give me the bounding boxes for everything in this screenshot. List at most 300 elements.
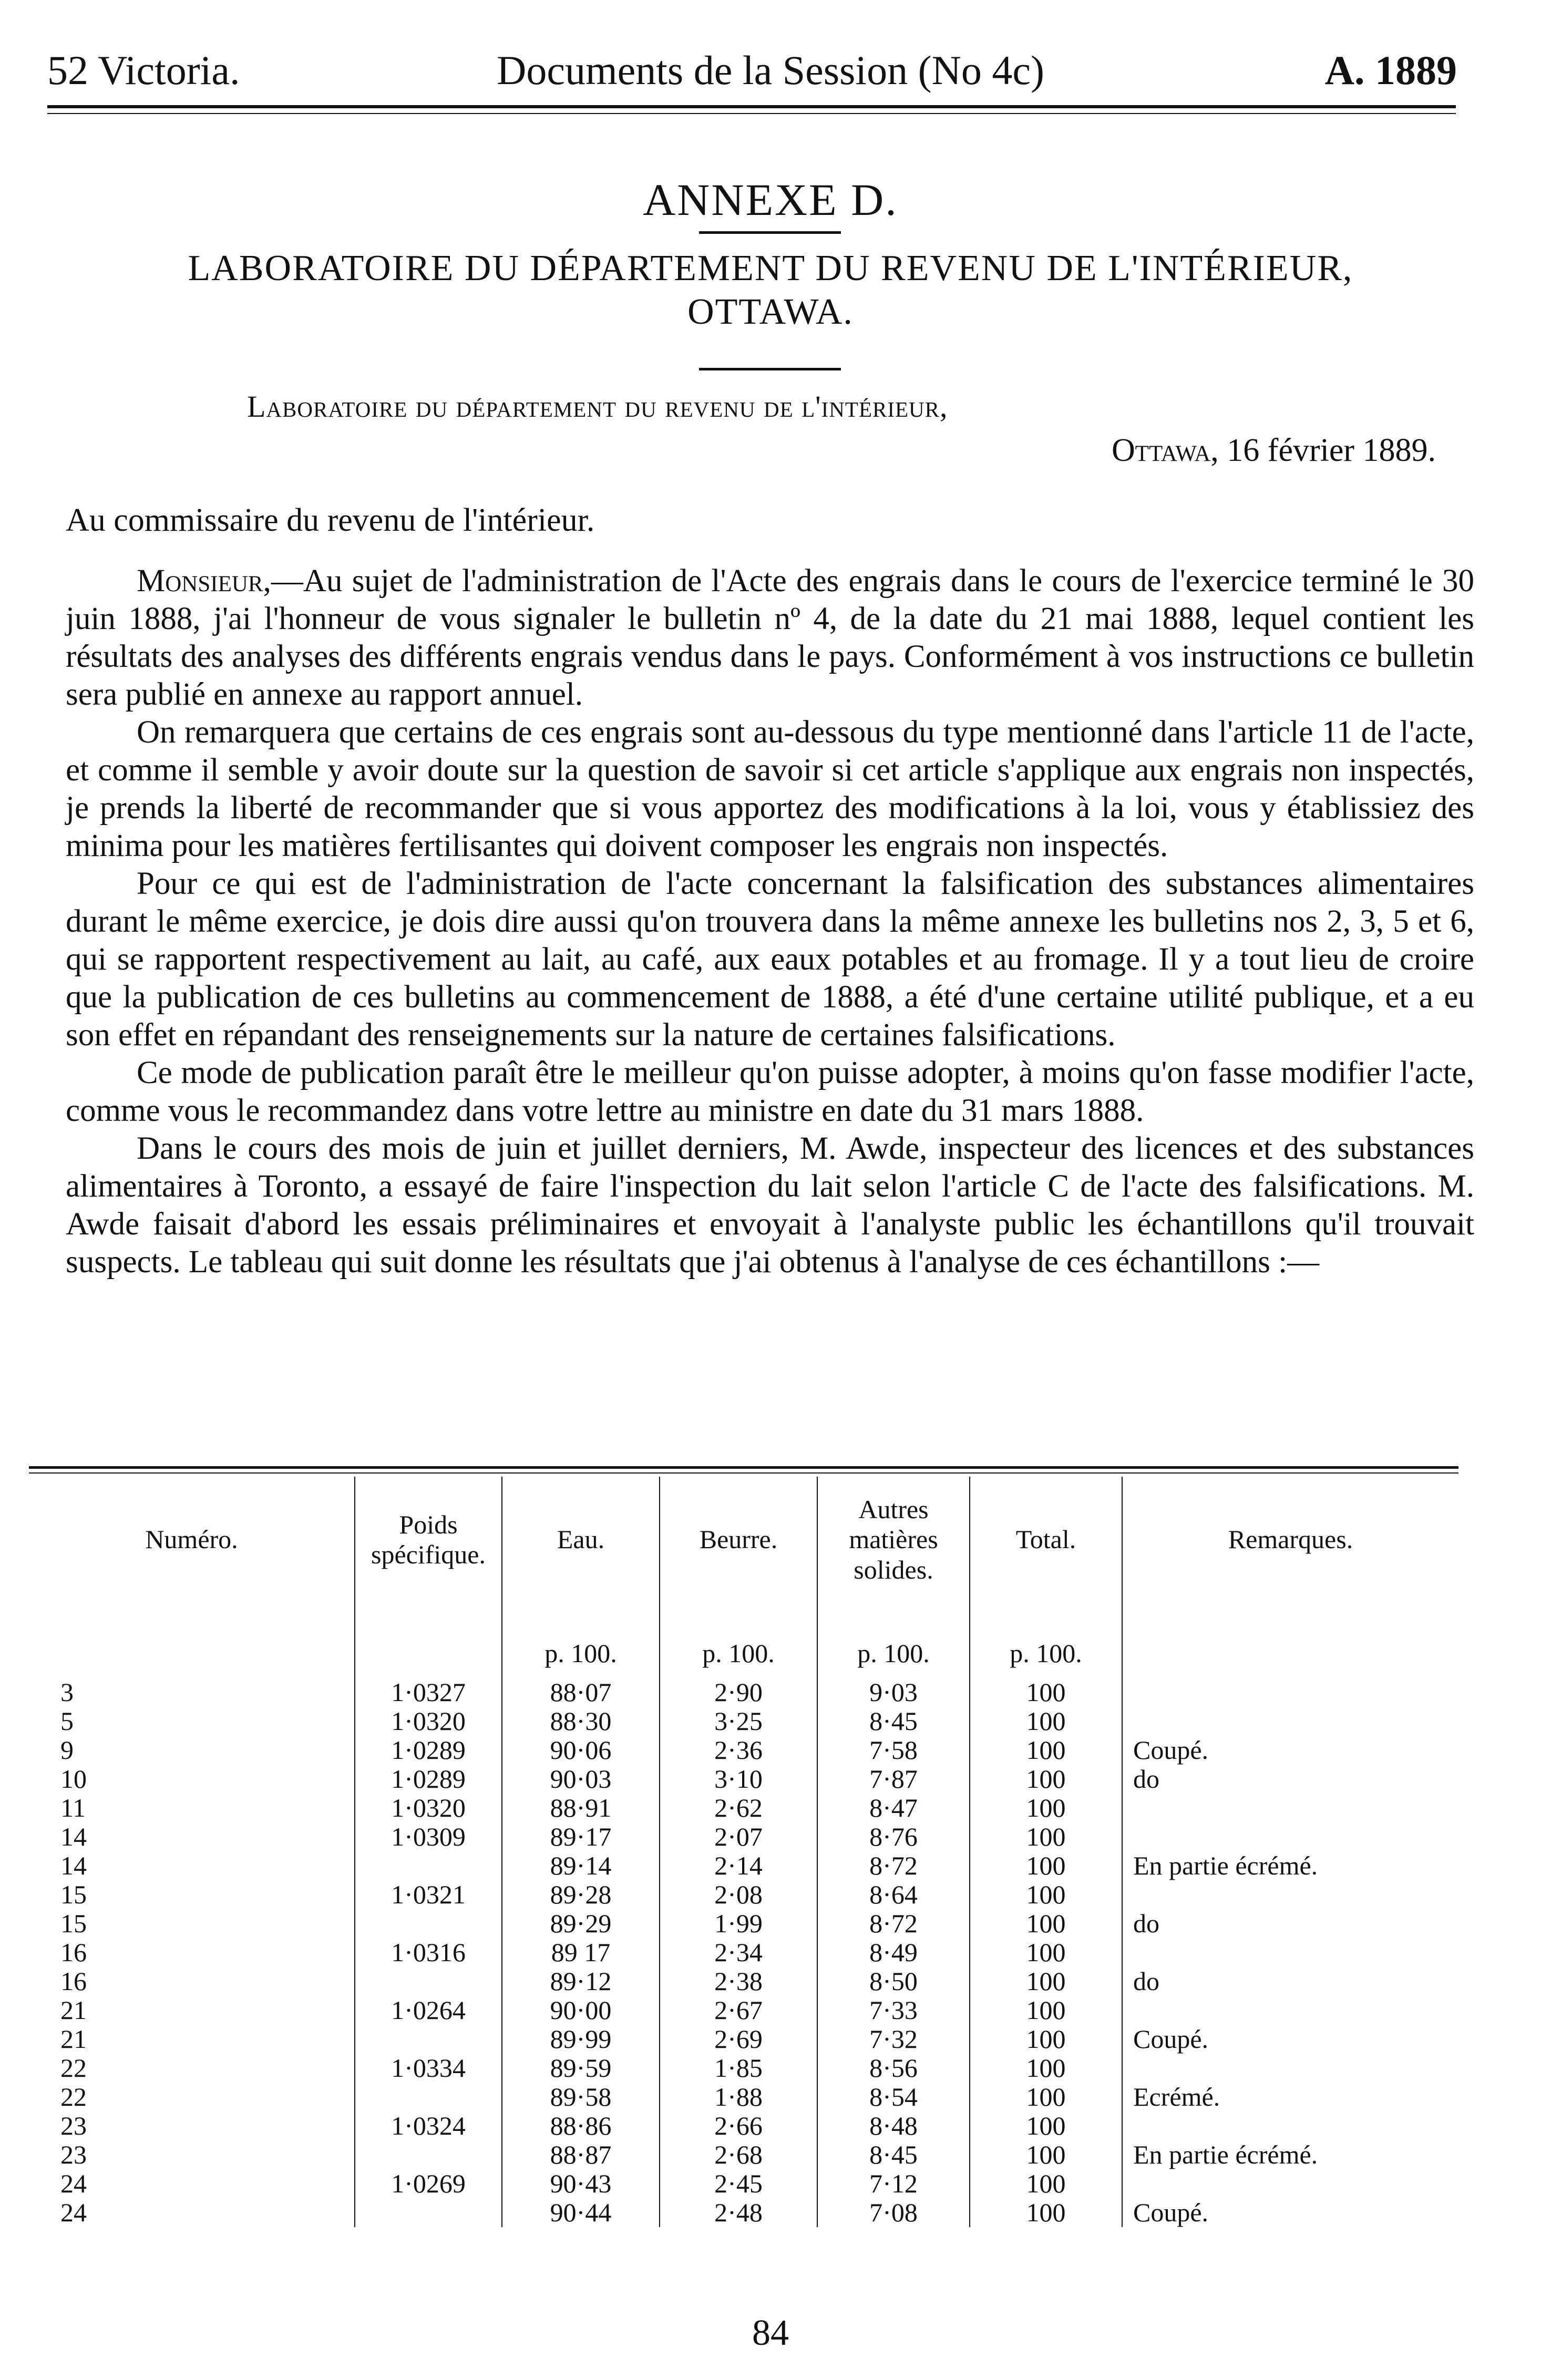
unit-eau: p. 100. [502, 1603, 660, 1678]
cell-autres-text: 7·87 [869, 1764, 918, 1794]
cell-beurre [660, 1880, 817, 1909]
cell-total-text: 100 [1026, 2169, 1066, 2198]
cell-numero-text: 15 [60, 1880, 87, 1909]
cell-autres-text: 8·54 [869, 2082, 918, 2111]
cell-remarques-text: Coupé. [1133, 1735, 1209, 1765]
cell-total-text: 100 [1026, 1793, 1066, 1822]
cell-numero [29, 2140, 355, 2169]
cell-eau [502, 2111, 660, 2140]
cell-autres [817, 1678, 970, 1707]
running-header-center: Documents de la Session (No 4c) [497, 47, 1044, 93]
cell-beurre-text: 2·36 [714, 1735, 763, 1765]
cell-total-text: 100 [1026, 2053, 1066, 2083]
cell-poids [355, 1678, 502, 1707]
table-row [29, 1938, 1458, 1967]
table-body [29, 1678, 1458, 2227]
cell-beurre-text: 2·38 [714, 1966, 763, 1996]
cell-poids [355, 2198, 502, 2227]
cell-numero [29, 1822, 355, 1851]
cell-poids-text: 1·0264 [391, 1995, 466, 2025]
cell-total [970, 2025, 1122, 2054]
cell-numero-text: 22 [60, 2053, 87, 2083]
cell-eau [502, 2169, 660, 2198]
cell-remarques-text: En partie écrémé. [1133, 2140, 1318, 2169]
table-row [29, 2083, 1458, 2111]
paragraph-text: —Au sujet de l'administration de l'Acte des engrais dans le cours de l'exercice terminé le 30 juin 1888, j'ai l'honneur de vous signaler le bulletin nº 4, de la date du 21 mai 1888, lequel contient les résultats des analyses des différents engrais vendus dans le pays. Conformément à vos instructions ce bulletin sera publié en annexe au rapport annuel. [66, 563, 1474, 712]
cell-numero [29, 2083, 355, 2111]
cell-remarques-text: do [1133, 1764, 1159, 1794]
cell-beurre [660, 2111, 817, 2140]
cell-numero [29, 1996, 355, 2025]
cell-eau-text: 88·07 [550, 1677, 612, 1707]
cell-poids-text: 1·0320 [391, 1706, 466, 1736]
cell-beurre-text: 3·10 [714, 1764, 763, 1794]
cell-numero [29, 1707, 355, 1736]
cell-beurre [660, 2198, 817, 2227]
cell-poids [355, 2083, 502, 2111]
cell-remarques [1122, 2111, 1458, 2140]
cell-poids [355, 2111, 502, 2140]
salutation: Monsieur, [137, 563, 271, 599]
cell-eau-text: 90·43 [550, 2169, 612, 2198]
cell-numero [29, 1736, 355, 1765]
cell-beurre-text: 2·69 [714, 2024, 763, 2054]
subtitle-line-2: OTTAWA. [687, 291, 854, 332]
cell-remarques [1122, 1707, 1458, 1736]
cell-beurre [660, 2025, 817, 2054]
cell-poids-text: 1·0334 [391, 2053, 466, 2083]
cell-autres [817, 1967, 970, 1996]
unit-total: p. 100. [970, 1603, 1122, 1678]
cell-autres-text: 8·45 [869, 2140, 918, 2169]
cell-remarques [1122, 2054, 1458, 2083]
cell-poids-text: 1·0321 [391, 1880, 466, 1909]
subtitle-rule [699, 368, 841, 370]
cell-beurre-text: 3·25 [714, 1706, 763, 1736]
subtitle-line-1: LABORATOIRE DU DÉPARTEMENT DU REVENU DE L'INTÉRIEUR, [188, 248, 1353, 289]
running-header-right: A. 1889 [1324, 47, 1457, 93]
header-rule-thick [47, 105, 1456, 108]
cell-beurre-text: 2·90 [714, 1677, 763, 1707]
cell-remarques [1122, 2140, 1458, 2169]
cell-beurre-text: 1·88 [714, 2082, 763, 2111]
table-row [29, 2054, 1458, 2083]
cell-remarques [1122, 1851, 1458, 1880]
cell-eau-text: 88·87 [550, 2140, 612, 2169]
cell-total [970, 1707, 1122, 1736]
table-row [29, 2198, 1458, 2227]
cell-beurre-text: 2·67 [714, 1995, 763, 2025]
cell-autres [817, 2198, 970, 2227]
cell-numero-text: 14 [60, 1822, 87, 1851]
cell-beurre [660, 2169, 817, 2198]
cell-numero-text: 9 [60, 1735, 74, 1765]
cell-autres [817, 1736, 970, 1765]
unit-autres: p. 100. [817, 1603, 970, 1678]
cell-poids-text: 1·0269 [391, 2169, 466, 2198]
cell-numero-text: 15 [60, 1909, 87, 1938]
cell-eau-text: 90·44 [550, 2198, 612, 2227]
cell-remarques-text: Coupé. [1133, 2198, 1209, 2227]
cell-remarques [1122, 1938, 1458, 1967]
cell-autres-text: 8·72 [869, 1909, 918, 1938]
cell-poids [355, 1996, 502, 2025]
cell-numero [29, 2025, 355, 2054]
cell-numero [29, 2198, 355, 2227]
cell-eau-text: 89·14 [550, 1851, 612, 1880]
cell-beurre [660, 1967, 817, 1996]
cell-beurre [660, 1822, 817, 1851]
cell-eau-text: 89 17 [551, 1938, 611, 1967]
cell-total-text: 100 [1026, 1966, 1066, 1996]
col-header-numero: Numéro. [145, 1524, 238, 1554]
cell-numero-text: 3 [60, 1677, 74, 1707]
cell-remarques [1122, 2083, 1458, 2111]
cell-poids-text: 1·0289 [391, 1764, 466, 1794]
paragraph: Pour ce qui est de l'administration de l'acte concernant la falsification des substances alimentaires durant le même exercice, je dois dire aussi qu'on trouvera dans la même annexe les bulletins nos 2, 3, 5 et 6, qui se rapportent respectivement au lait, au café, aux eaux potables et au fromage. Il y a tout lieu de croire que la publication de ces bulletins au commencement de 1888, a été d'une certaine utilité publique, et a eu son effet en répandant des renseignements sur la nature de certaines falsifications. [66, 866, 1474, 1053]
cell-autres-text: 8·45 [869, 1706, 918, 1736]
letterhead-place: Ottawa [1111, 432, 1211, 468]
paragraph: Ce mode de publication paraît être le meilleur qu'on puisse adopter, à moins qu'on fasse modifier l'acte, comme vous le recommandez dans votre lettre au ministre en date du 31 mars 1888. [66, 1055, 1474, 1128]
cell-numero-text: 23 [60, 2140, 87, 2169]
cell-beurre [660, 1938, 817, 1967]
cell-eau-text: 88·30 [550, 1706, 612, 1736]
cell-remarques [1122, 1678, 1458, 1707]
cell-autres-text: 7·08 [869, 2198, 918, 2227]
cell-remarques [1122, 1880, 1458, 1909]
cell-total [970, 2140, 1122, 2169]
cell-total-text: 100 [1026, 1938, 1066, 1967]
cell-total [970, 2169, 1122, 2198]
cell-beurre [660, 2054, 817, 2083]
cell-autres-text: 9·03 [869, 1677, 918, 1707]
cell-poids [355, 1938, 502, 1967]
cell-total-text: 100 [1026, 2024, 1066, 2054]
annex-subtitle [0, 247, 1541, 334]
cell-remarques [1122, 1996, 1458, 2025]
cell-autres [817, 2083, 970, 2111]
cell-autres [817, 2025, 970, 2054]
cell-eau [502, 1707, 660, 1736]
cell-beurre-text: 2·08 [714, 1880, 763, 1909]
cell-eau [502, 2083, 660, 2111]
table-row [29, 1851, 1458, 1880]
cell-beurre [660, 1765, 817, 1794]
cell-total-text: 100 [1026, 2111, 1066, 2140]
cell-beurre-text: 2·62 [714, 1793, 763, 1822]
table-row [29, 1707, 1458, 1736]
cell-numero [29, 2169, 355, 2198]
running-header-left: 52 Victoria. [47, 47, 240, 93]
milk-analysis-table [29, 1477, 1458, 2227]
cell-autres-text: 8·50 [869, 1966, 918, 1996]
cell-poids-text: 1·0289 [391, 1735, 466, 1765]
cell-beurre-text: 2·34 [714, 1938, 763, 1967]
cell-poids-text: 1·0316 [391, 1938, 466, 1967]
cell-autres-text: 8·56 [869, 2053, 918, 2083]
cell-numero-text: 14 [60, 1851, 87, 1880]
table-row [29, 2140, 1458, 2169]
cell-poids-text: 1·0309 [391, 1822, 466, 1851]
cell-beurre [660, 1909, 817, 1938]
cell-poids [355, 2140, 502, 2169]
cell-poids [355, 1909, 502, 1938]
cell-remarques-text: do [1133, 1909, 1159, 1938]
cell-numero [29, 2054, 355, 2083]
cell-numero-text: 10 [60, 1764, 87, 1794]
letterhead-place-date [1112, 432, 1436, 469]
cell-remarques-text: Ecrémé. [1133, 2082, 1220, 2111]
cell-total [970, 1996, 1122, 2025]
cell-remarques [1122, 1822, 1458, 1851]
cell-poids [355, 1822, 502, 1851]
cell-autres-text: 8·72 [869, 1851, 918, 1880]
cell-total-text: 100 [1026, 1851, 1066, 1880]
cell-total [970, 1851, 1122, 1880]
cell-eau [502, 1996, 660, 2025]
cell-remarques-text: Coupé. [1133, 2024, 1209, 2054]
cell-autres [817, 1909, 970, 1938]
cell-beurre-text: 2·07 [714, 1822, 763, 1851]
cell-numero-text: 24 [60, 2169, 87, 2198]
cell-numero-text: 22 [60, 2082, 87, 2111]
cell-total-text: 100 [1026, 2198, 1066, 2227]
cell-beurre-text: 2·68 [714, 2140, 763, 2169]
cell-eau [502, 2054, 660, 2083]
cell-eau [502, 1909, 660, 1938]
cell-total-text: 100 [1026, 1735, 1066, 1765]
cell-autres-text: 7·32 [869, 2024, 918, 2054]
cell-total-text: 100 [1026, 1706, 1066, 1736]
cell-poids [355, 1880, 502, 1909]
table-row [29, 1736, 1458, 1765]
cell-autres-text: 7·12 [869, 2169, 918, 2198]
table-row [29, 2025, 1458, 2054]
cell-autres-text: 7·58 [869, 1735, 918, 1765]
cell-remarques-text: En partie écrémé. [1133, 1851, 1318, 1880]
cell-beurre [660, 1678, 817, 1707]
cell-numero-text: 21 [60, 2024, 87, 2054]
cell-total [970, 1736, 1122, 1765]
letter-body [66, 562, 1474, 1281]
cell-poids [355, 1707, 502, 1736]
table-row [29, 1909, 1458, 1938]
cell-numero [29, 1765, 355, 1794]
cell-total-text: 100 [1026, 1880, 1066, 1909]
cell-numero-text: 23 [60, 2111, 87, 2140]
cell-total [970, 1880, 1122, 1909]
cell-eau-text: 90·00 [550, 1995, 612, 2025]
cell-numero [29, 1794, 355, 1822]
cell-poids [355, 1765, 502, 1794]
cell-eau [502, 1678, 660, 1707]
paragraph [66, 562, 1474, 714]
table-row [29, 1996, 1458, 2025]
cell-autres [817, 1707, 970, 1736]
cell-autres [817, 1765, 970, 1794]
cell-eau-text: 89·58 [550, 2082, 612, 2111]
cell-poids-text: 1·0324 [391, 2111, 466, 2140]
cell-numero-text: 16 [60, 1938, 87, 1967]
cell-total-text: 100 [1026, 1995, 1066, 2025]
table-row [29, 1822, 1458, 1851]
cell-total-text: 100 [1026, 1677, 1066, 1707]
cell-eau-text: 89·28 [550, 1880, 612, 1909]
cell-eau [502, 1938, 660, 1967]
cell-total-text: 100 [1026, 2082, 1066, 2111]
paragraph: On remarquera que certains de ces engrais sont au-dessous du type mentionné dans l'article 11 de l'acte, et comme il semble y avoir doute sur la question de savoir si cet article s'applique aux engrais non inspectés, je prends la liberté de recommander que si vous apportez des modifications à la loi, vous y établissiez des minima pour les matières fertilisantes qui doivent composer les engrais non inspectés. [66, 715, 1474, 863]
cell-autres [817, 2054, 970, 2083]
cell-total [970, 1909, 1122, 1938]
table-row [29, 1678, 1458, 1707]
cell-numero [29, 1851, 355, 1880]
cell-remarques [1122, 1765, 1458, 1794]
cell-eau [502, 2140, 660, 2169]
col-header-total: Total. [970, 1477, 1122, 1603]
cell-total [970, 2111, 1122, 2140]
cell-eau [502, 1851, 660, 1880]
col-header-beurre: Beurre. [660, 1477, 817, 1603]
cell-poids [355, 1736, 502, 1765]
title-rule [699, 231, 841, 234]
cell-eau [502, 1794, 660, 1822]
cell-total [970, 1765, 1122, 1794]
cell-poids [355, 2054, 502, 2083]
cell-remarques-text: do [1133, 1966, 1159, 1996]
cell-beurre-text: 2·66 [714, 2111, 763, 2140]
cell-eau [502, 2198, 660, 2227]
cell-numero-text: 11 [60, 1793, 86, 1822]
cell-poids [355, 1967, 502, 1996]
cell-poids [355, 1794, 502, 1822]
cell-remarques [1122, 2198, 1458, 2227]
cell-beurre-text: 1·85 [714, 2053, 763, 2083]
cell-total [970, 2198, 1122, 2227]
cell-poids [355, 2169, 502, 2198]
cell-autres-text: 7·33 [869, 1995, 918, 2025]
table-row [29, 2111, 1458, 2140]
cell-beurre [660, 1707, 817, 1736]
cell-eau-text: 89·59 [550, 2053, 612, 2083]
page-number: 84 [752, 2313, 789, 2353]
cell-eau [502, 2025, 660, 2054]
cell-total [970, 1938, 1122, 1967]
table-row [29, 1765, 1458, 1794]
cell-beurre [660, 1736, 817, 1765]
cell-autres [817, 2169, 970, 2198]
cell-eau-text: 90·03 [550, 1764, 612, 1794]
col-header-poids: Poids spécifique. [355, 1477, 502, 1603]
cell-total-text: 100 [1026, 1822, 1066, 1851]
table-header-row [29, 1477, 1458, 1603]
cell-total-text: 100 [1026, 1764, 1066, 1794]
cell-numero [29, 1880, 355, 1909]
letterhead-date: , 16 février 1889. [1210, 432, 1436, 468]
table-top-rule-thick [29, 1466, 1458, 1469]
cell-total-text: 100 [1026, 1909, 1066, 1938]
cell-beurre-text: 2·14 [714, 1851, 763, 1880]
cell-remarques [1122, 1736, 1458, 1765]
col-header-remarques: Remarques. [1122, 1477, 1458, 1603]
cell-numero [29, 1909, 355, 1938]
table-row [29, 2169, 1458, 2198]
cell-numero [29, 2111, 355, 2140]
cell-autres [817, 1880, 970, 1909]
cell-remarques [1122, 1967, 1458, 1996]
letterhead-institution: Laboratoire du département du revenu de l'intérieur, [247, 389, 948, 424]
col-header-eau: Eau. [502, 1477, 660, 1603]
cell-eau-text: 88·91 [550, 1793, 612, 1822]
cell-beurre [660, 1794, 817, 1822]
table-row [29, 1967, 1458, 1996]
cell-total [970, 1678, 1122, 1707]
cell-remarques [1122, 1909, 1458, 1938]
annex-title: ANNEXE D. [643, 174, 898, 225]
cell-total [970, 2083, 1122, 2111]
cell-eau [502, 1822, 660, 1851]
cell-numero-text: 5 [60, 1706, 74, 1736]
table-top-rule-thin [29, 1472, 1458, 1474]
cell-total [970, 1794, 1122, 1822]
cell-autres [817, 2140, 970, 2169]
cell-eau-text: 90·06 [550, 1735, 612, 1765]
cell-eau-text: 88·86 [550, 2111, 612, 2140]
cell-autres [817, 1938, 970, 1967]
cell-autres [817, 1996, 970, 2025]
header-rule-thin [47, 113, 1456, 114]
table-row [29, 1794, 1458, 1822]
cell-eau-text: 89·29 [550, 1909, 612, 1938]
cell-numero [29, 1678, 355, 1707]
cell-poids-text: 1·0320 [391, 1793, 466, 1822]
cell-numero-text: 21 [60, 1995, 87, 2025]
cell-autres [817, 1822, 970, 1851]
paragraph: Dans le cours des mois de juin et juillet derniers, M. Awde, inspecteur des licences et des substances alimentaires à Toronto, a essayé de faire l'inspection du lait selon l'article C de l'acte des falsifications. M. Awde faisait d'abord les essais préliminaires et envoyait à l'analyste public les échantillons qu'il trouvait suspects. Le tableau qui suit donne les résultats que j'ai obtenus à l'analyse de ces échantillons :— [66, 1131, 1474, 1280]
cell-remarques [1122, 1794, 1458, 1822]
cell-autres-text: 8·49 [869, 1938, 918, 1967]
cell-numero-text: 16 [60, 1966, 87, 1996]
cell-eau [502, 1967, 660, 1996]
cell-numero-text: 24 [60, 2198, 87, 2227]
cell-eau [502, 1765, 660, 1794]
cell-beurre [660, 2140, 817, 2169]
cell-beurre [660, 1996, 817, 2025]
cell-beurre-text: 1·99 [714, 1909, 763, 1938]
col-header-autres: Autres matières solides. [817, 1477, 970, 1603]
cell-total [970, 2054, 1122, 2083]
cell-eau [502, 1736, 660, 1765]
cell-beurre [660, 1851, 817, 1880]
cell-remarques [1122, 2169, 1458, 2198]
cell-autres [817, 2111, 970, 2140]
cell-autres [817, 1851, 970, 1880]
cell-total-text: 100 [1026, 2140, 1066, 2169]
cell-remarques [1122, 2025, 1458, 2054]
addressee: Au commissaire du revenu de l'intérieur. [66, 502, 595, 538]
cell-poids [355, 2025, 502, 2054]
cell-autres [817, 1794, 970, 1822]
cell-autres-text: 8·48 [869, 2111, 918, 2140]
cell-poids-text: 1·0327 [391, 1677, 466, 1707]
cell-total [970, 1822, 1122, 1851]
cell-eau-text: 89·12 [550, 1966, 612, 1996]
units-row [29, 1603, 1458, 1678]
cell-eau-text: 89·17 [550, 1822, 612, 1851]
cell-numero [29, 1967, 355, 1996]
cell-poids [355, 1851, 502, 1880]
cell-beurre-text: 2·48 [714, 2198, 763, 2227]
cell-autres-text: 8·64 [869, 1880, 918, 1909]
